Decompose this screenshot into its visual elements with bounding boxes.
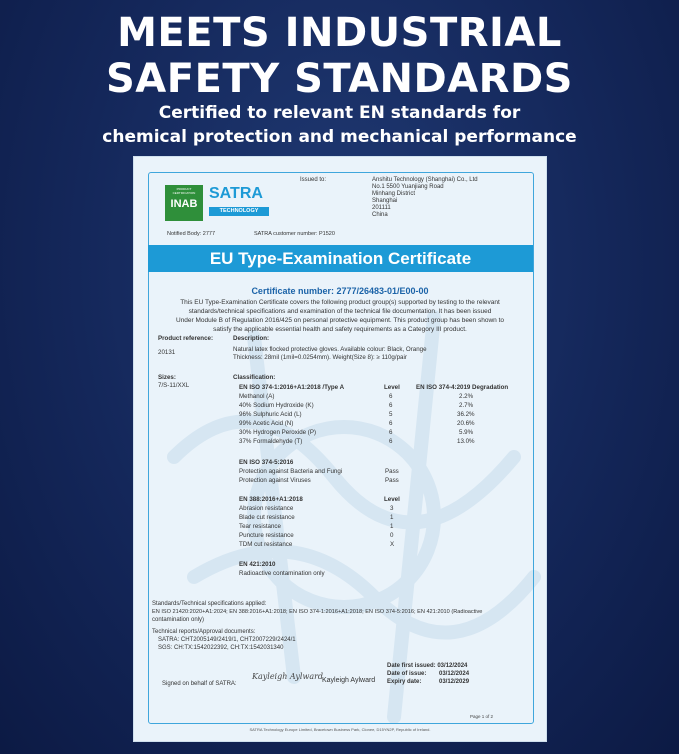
reports-line-1: SATRA: CHT2005149/2419/1, CHT2007229/2424/1 [158, 637, 296, 643]
expiry-label: Expiry date: [387, 679, 422, 685]
std421-heading: EN 421:2010 [239, 561, 276, 568]
bio-row-result: Pass [385, 477, 399, 484]
mech-row-name: Tear resistance [239, 523, 281, 530]
issued-to-label: Issued to: [300, 177, 327, 183]
issued-to-line-4: Shanghai [372, 198, 398, 204]
certificate-title: EU Type-Examination Certificate [148, 245, 533, 272]
classification-label: Classification: [233, 374, 276, 381]
subheadline-line-2: chemical protection and mechanical performance [102, 127, 577, 147]
mech-row-name: Puncture resistance [239, 532, 294, 539]
chem-row-degradation: 5.9% [459, 429, 474, 436]
satra-technology-text: TECHNOLOGY [209, 207, 269, 216]
date-of-issue-label: Date of issue: [387, 671, 427, 677]
description-line-1: Natural latex flocked protective gloves. Available colour: Black, Orange [233, 346, 427, 353]
intro-line-2: standards/technical specifications and examination of the technical file documentation. It has been issued [188, 308, 492, 315]
page-number: Page 1 of 2 [470, 714, 494, 719]
standards-line-1: EN ISO 21420:2020+A1:2024; EN 388:2016+A1:2018; EN ISO 374-1:2016+A1:2018; EN ISO 374-5:2016; EN 421:2010 (Radioactive [152, 609, 483, 615]
mech-row-name: TDM cut resistance [239, 541, 293, 548]
headline-line-2: SAFETY STANDARDS [106, 56, 573, 102]
mech-row-level: 1 [390, 523, 394, 530]
expiry-date: 03/12/2029 [439, 679, 470, 685]
signatory-name: Kayleigh Aylward [322, 677, 376, 684]
chem-row-degradation: 36.2% [457, 411, 475, 418]
issued-to-line-6: China [372, 212, 388, 218]
degradation-heading: EN ISO 374-4:2019 Degradation [416, 384, 509, 391]
product-reference: 20131 [158, 349, 176, 356]
chem-row-level: 5 [389, 411, 393, 418]
certificate-document [133, 156, 547, 742]
date-of-issue: 03/12/2024 [439, 671, 470, 677]
issued-to-line-1: Anshitu Technology (Shanghai) Co., Ltd [372, 177, 478, 183]
std388-level-heading: Level [384, 496, 400, 503]
std374-1-heading: EN ISO 374-1:2016+A1:2018 /Type A [239, 384, 345, 391]
mech-row-level: X [390, 541, 395, 548]
product-reference-label: Product reference: [158, 335, 214, 342]
bio-row-name: Protection against Viruses [239, 477, 311, 484]
issued-to-line-5: 201111 [372, 205, 391, 211]
inab-logo-small-text: PRODUCT CERTIFICATION [172, 187, 196, 195]
sizes-label: Sizes: [158, 374, 176, 381]
chem-row-level: 6 [389, 420, 393, 427]
customer-number: SATRA customer number: P1520 [254, 231, 335, 237]
chem-row-degradation: 13.0% [457, 438, 475, 445]
chem-row-level: 6 [389, 429, 393, 436]
chem-row-level: 6 [389, 402, 393, 409]
bio-row-result: Pass [385, 468, 399, 475]
issued-to-line-2: No.1 5500 Yuanjiang Road [372, 184, 444, 190]
mech-row-name: Abrasion resistance [239, 505, 294, 512]
issued-to-line-3: Minhang District [372, 191, 416, 197]
chem-row-degradation: 20.6% [457, 420, 475, 427]
intro-line-3: Under Module B of Regulation 2016/425 on personal protective equipment. This product group has been shown to [176, 317, 504, 324]
sizes-value: 7/S-11/XXL [158, 382, 190, 389]
standards-line-2: contamination only) [152, 617, 205, 623]
subheadline-line-1: Certified to relevant EN standards for [158, 103, 521, 123]
chem-row-name: Methanol (A) [239, 393, 275, 400]
date-first-issued: Date first issued: 03/12/2024 [387, 663, 468, 669]
std374-1-level-heading: Level [384, 384, 400, 391]
inab-logo [165, 185, 203, 221]
chem-row-name: 96% Sulphuric Acid (L) [239, 411, 302, 418]
headline-line-1: MEETS INDUSTRIAL [117, 10, 562, 56]
chem-row-name: 30% Hydrogen Peroxide (P) [239, 429, 317, 436]
mech-row-level: 3 [390, 505, 394, 512]
std421-row: Radioactive contamination only [239, 570, 325, 577]
reports-label: Technical reports/Approval documents: [152, 629, 256, 635]
chem-row-degradation: 2.2% [459, 393, 474, 400]
chem-row-level: 6 [389, 393, 393, 400]
chem-row-degradation: 2.7% [459, 402, 474, 409]
standards-label: Standards/Technical specifications applied: [152, 601, 267, 607]
mech-row-level: 0 [390, 532, 394, 539]
chem-row-name: 99% Acetic Acid (N) [239, 420, 294, 427]
chem-row-name: 37% Formaldehyde (T) [239, 438, 303, 445]
std374-5-heading: EN ISO 374-5:2016 [239, 459, 294, 466]
mech-row-level: 1 [390, 514, 394, 521]
certificate-number: Certificate number: 2777/26483-01/E00-00 [251, 286, 429, 296]
bio-row-name: Protection against Bacteria and Fungi [239, 468, 343, 475]
chem-row-level: 6 [389, 438, 393, 445]
intro-line-1: This EU Type-Examination Certificate covers the following product group(s) supported by testing to the relevant [180, 299, 500, 306]
reports-line-2: SGS: CH:TX:1542022392, CH:TX:1542031340 [158, 645, 284, 651]
signature: Kayleigh Aylward [252, 672, 324, 681]
description-line-2: Thickness: 28mil (1mil=0.0254mm). Weight(Size 8): ≥ 110g/pair [233, 354, 407, 361]
satra-logo-text: SATRA [209, 185, 263, 202]
signed-on-behalf: Signed on behalf of SATRA: [162, 681, 237, 687]
notified-body: Notified Body: 2777 [167, 231, 216, 237]
mech-row-name: Blade cut resistance [239, 514, 295, 521]
certificate-footer: SATRA Technology Europe Limited, Bracetown Business Park, Clonee, D15YN2P, Republic of Ireland. [249, 727, 431, 732]
chem-row-name: 40% Sodium Hydroxide (K) [239, 402, 314, 409]
description-label: Description: [233, 335, 270, 342]
intro-line-4: satisfy the applicable essential health and safety requirements as a Category III product. [213, 326, 467, 333]
std388-heading: EN 388:2016+A1:2018 [239, 496, 303, 503]
inab-logo-text: INAB [170, 198, 198, 210]
